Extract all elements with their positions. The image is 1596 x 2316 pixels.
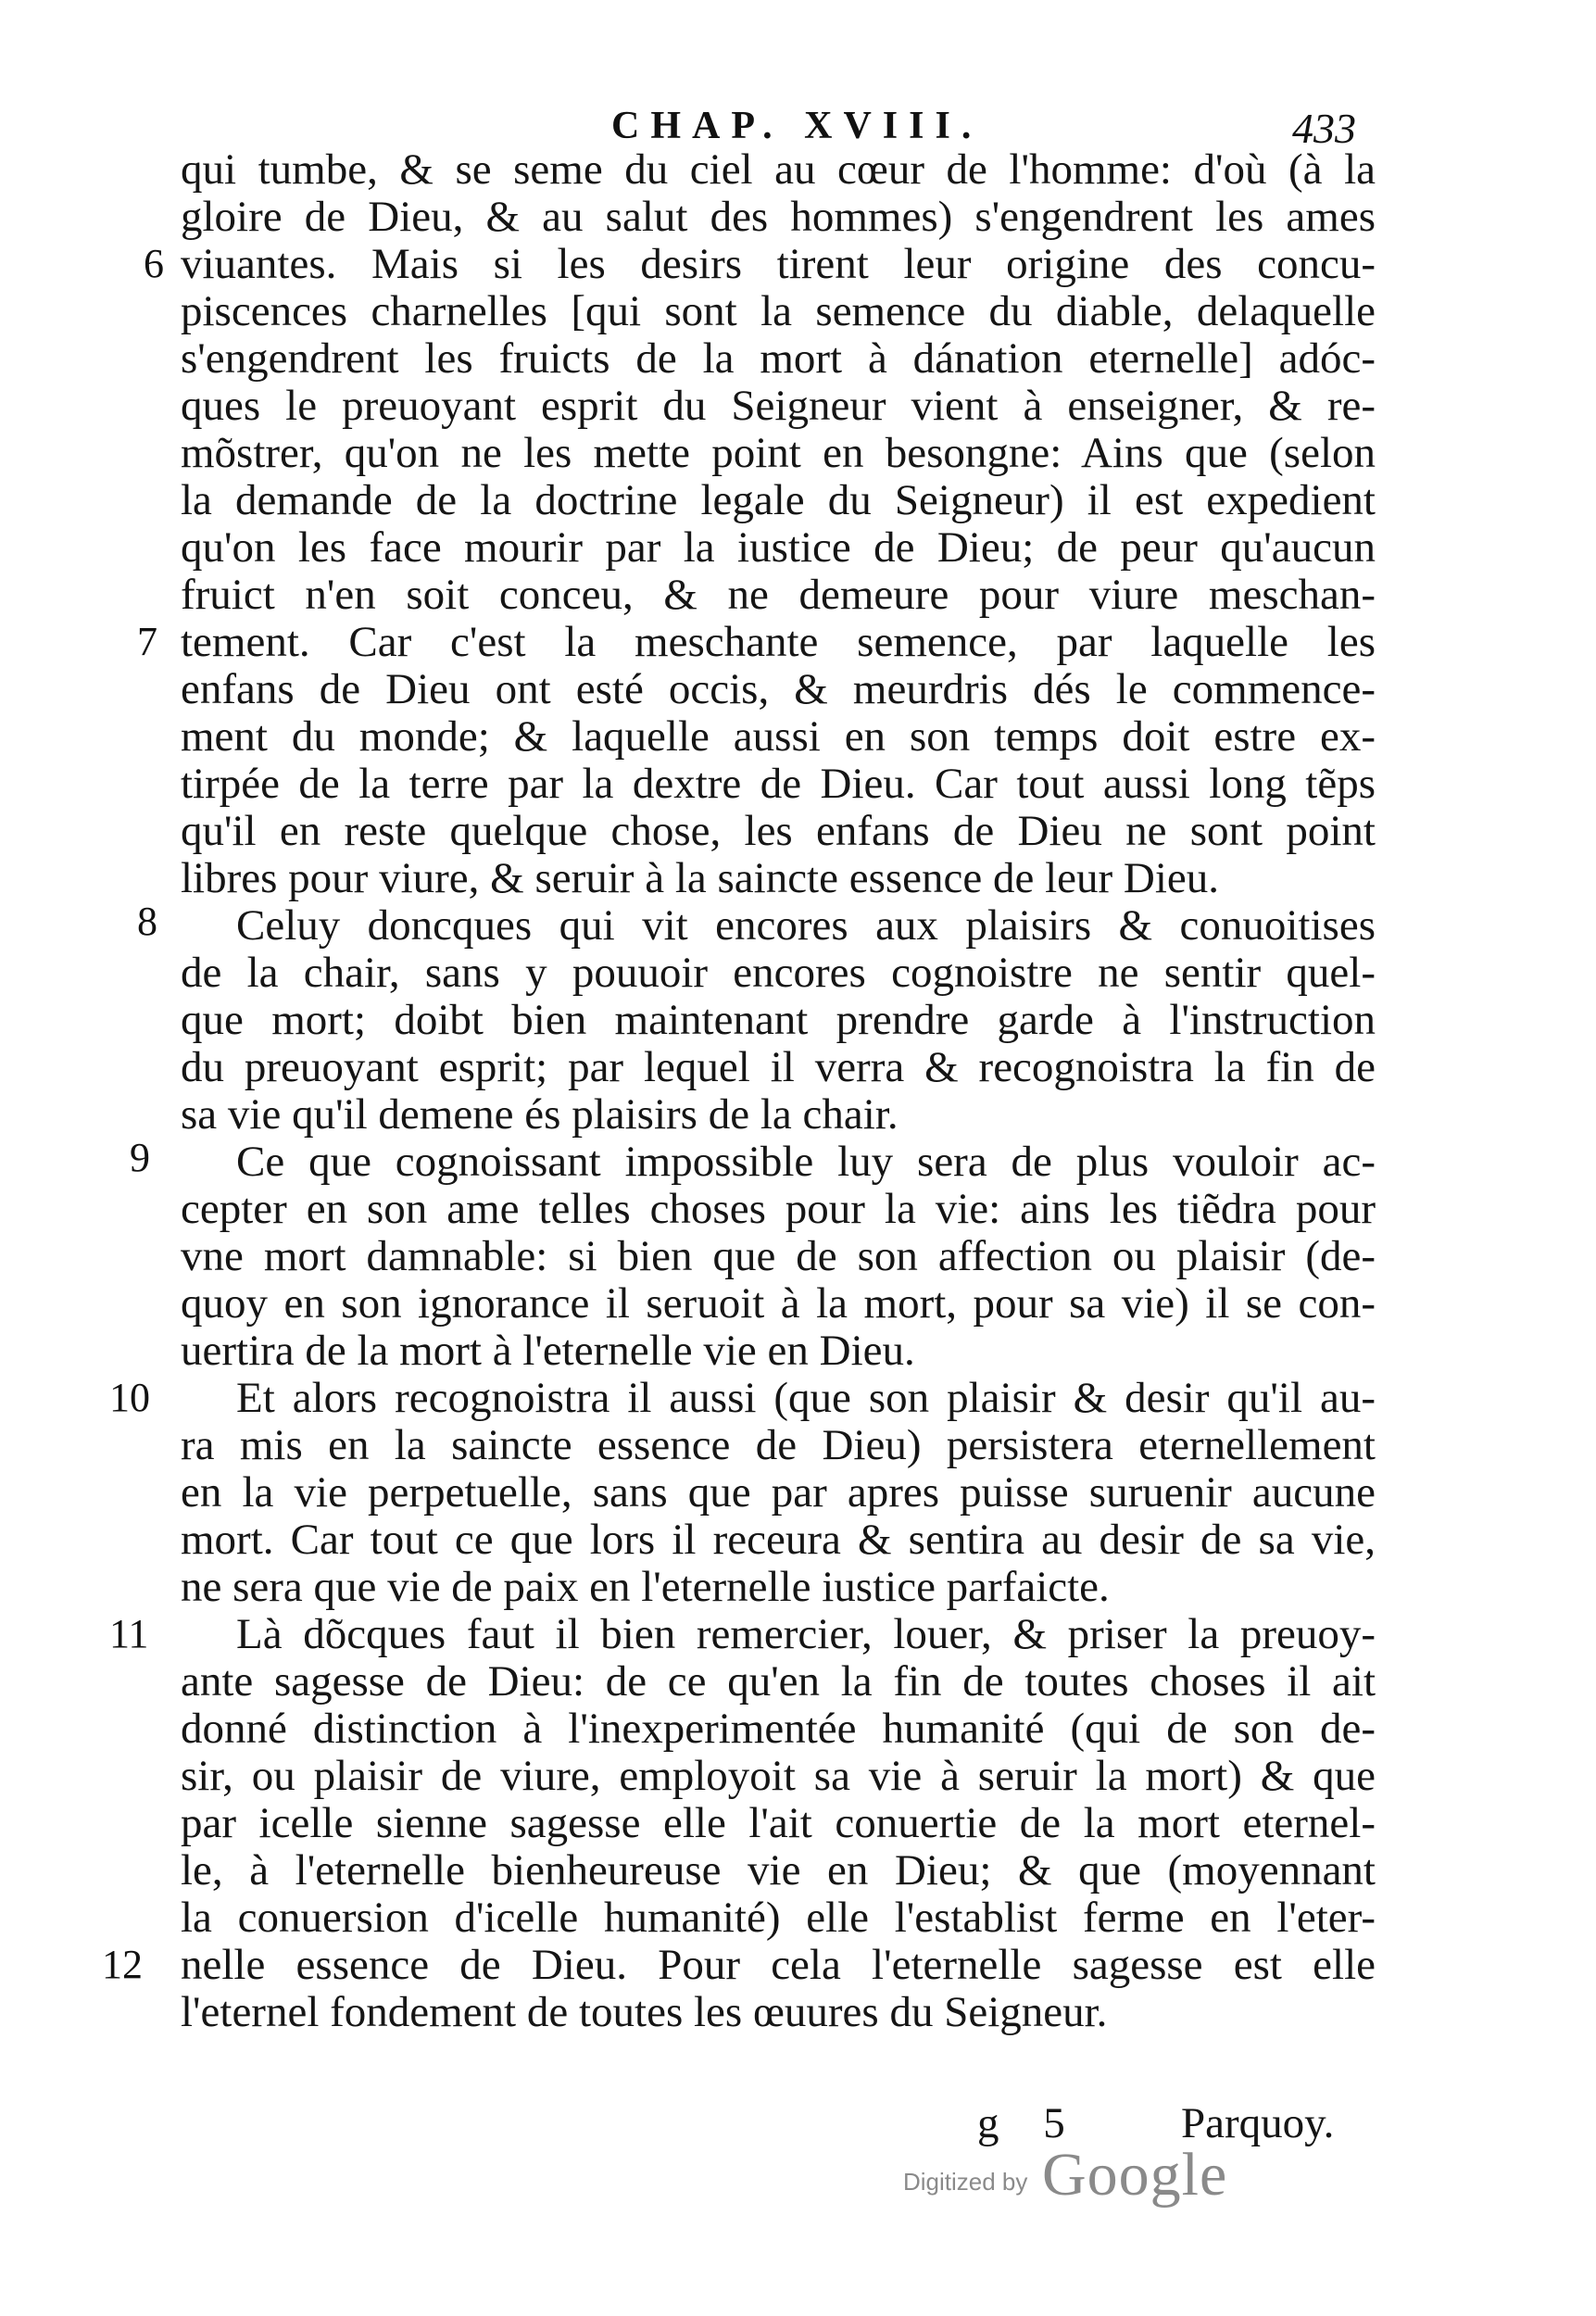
text-line: fruict n'en soit conceu, & ne demeure pour viure meschan- bbox=[181, 571, 1376, 619]
text-line: cepter en son ame telles choses pour la vie: ains les tiẽdra pour bbox=[181, 1185, 1376, 1233]
text-line: du preuoyant esprit; par lequel il verra & recognoistra la fin de bbox=[181, 1043, 1376, 1091]
text-line: qui tumbe, & se seme du ciel au cœur de l'homme: d'où (à la bbox=[181, 145, 1376, 194]
verse-number: 11 bbox=[109, 1611, 149, 1656]
signature-mark: g 5 bbox=[977, 2099, 1082, 2147]
text-line: l'eternel fondement de toutes les œuures du Seigneur. bbox=[181, 1988, 1108, 2036]
text-line: uertira de la mort à l'eternelle vie en Dieu. bbox=[181, 1327, 915, 1375]
verse-number: 7 bbox=[137, 619, 157, 664]
text-line: quoy en son ignorance il seruoit à la mort, pour sa vie) il se con- bbox=[181, 1279, 1376, 1328]
verse-number: 6 bbox=[144, 241, 164, 286]
text-line: par icelle sienne sagesse elle l'ait conuertie de la mort eternel- bbox=[181, 1799, 1376, 1847]
text-line: sir, ou plaisir de viure, employoit sa vie à seruir la mort) & que bbox=[181, 1752, 1376, 1800]
text-line: qu'on les face mourir par la iustice de Dieu; de peur qu'aucun bbox=[181, 523, 1376, 572]
verse-number: 9 bbox=[130, 1135, 150, 1180]
text-line: gloire de Dieu, & au salut des hommes) s'engendrent les ames bbox=[181, 193, 1376, 241]
text-line: ra mis en la saincte essence de Dieu) persistera eternellement bbox=[181, 1421, 1376, 1469]
text-line: la demande de la doctrine legale du Seigneur) il est expedient bbox=[181, 476, 1376, 524]
text-line: tement. Car c'est la meschante semence, par laquelle les bbox=[181, 618, 1376, 666]
text-line: s'engendrent les fruicts de la mort à dánation eternelle] adóc- bbox=[181, 334, 1376, 383]
verse-number: 10 bbox=[109, 1375, 150, 1420]
text-line: la conuersion d'icelle humanité) elle l'establist ferme en l'eter- bbox=[181, 1894, 1376, 1942]
text-line: nelle essence de Dieu. Pour cela l'eternelle sagesse est elle bbox=[181, 1941, 1376, 1989]
verse-number: 12 bbox=[102, 1942, 143, 1987]
text-line: mort. Car tout ce que lors il receura & sentira au desir de sa vie, bbox=[181, 1516, 1376, 1564]
text-line: Et alors recognoistra il aussi (que son plaisir & desir qu'il au- bbox=[236, 1374, 1376, 1422]
text-line: viuantes. Mais si les desirs tirent leur origine des concu- bbox=[181, 240, 1376, 288]
text-line: piscences charnelles [qui sont la semence du diable, delaquelle bbox=[181, 287, 1376, 335]
text-line: ne sera que vie de paix en l'eternelle iustice parfaicte. bbox=[181, 1563, 1110, 1611]
text-line: Celuy doncques qui vit encores aux plaisirs & conuoitises bbox=[236, 901, 1376, 950]
text-line: en la vie perpetuelle, sans que par apres puisse suruenir aucune bbox=[181, 1468, 1376, 1517]
footer-row bbox=[0, 2098, 1596, 2154]
text-line: tirpée de la terre par la dextre de Dieu. Car tout aussi long tẽps bbox=[181, 760, 1376, 808]
text-line: le, à l'eternelle bienheureuse vie en Dieu; & que (moyennant bbox=[181, 1846, 1376, 1894]
catchword: Parquoy. bbox=[1181, 2099, 1335, 2147]
text-line: de la chair, sans y pouuoir encores cognoistre ne sentir quel- bbox=[181, 949, 1376, 997]
text-line: sa vie qu'il demene és plaisirs de la chair. bbox=[181, 1090, 899, 1139]
text-line: vne mort damnable: si bien que de son affection ou plaisir (de- bbox=[181, 1232, 1376, 1280]
text-line: libres pour viure, & seruir à la saincte essence de leur Dieu. bbox=[181, 854, 1220, 902]
text-line: qu'il en reste quelque chose, les enfans de Dieu ne sont point bbox=[181, 807, 1376, 855]
text-line: enfans de Dieu ont esté occis, & meurdris dés le commence- bbox=[181, 665, 1376, 713]
text-line: Là dõcques faut il bien remercier, louer, & priser la preuoy- bbox=[236, 1610, 1376, 1658]
text-line: ques le preuoyant esprit du Seigneur vient à enseigner, & re- bbox=[181, 382, 1376, 430]
text-line: que mort; doibt bien maintenant prendre garde à l'instruction bbox=[181, 996, 1376, 1044]
text-line: ante sagesse de Dieu: de ce qu'en la fin de toutes choses il ait bbox=[181, 1657, 1376, 1706]
digitized-by-label: Digitized by bbox=[903, 2168, 1028, 2196]
running-head: CHAP. XVIII. bbox=[611, 105, 983, 147]
text-line: mõstrer, qu'on ne les mette point en besongne: Ains que (selon bbox=[181, 429, 1376, 477]
google-logo: Google bbox=[1042, 2141, 1228, 2209]
verse-number: 8 bbox=[137, 899, 157, 944]
text-line: ment du monde; & laquelle aussi en son temps doit estre ex- bbox=[181, 712, 1376, 761]
text-line: Ce que cognoissant impossible luy sera de plus vouloir ac- bbox=[236, 1138, 1376, 1186]
page-number: 433 bbox=[1292, 105, 1356, 152]
text-line: donné distinction à l'inexperimentée humanité (qui de son de- bbox=[181, 1705, 1376, 1753]
